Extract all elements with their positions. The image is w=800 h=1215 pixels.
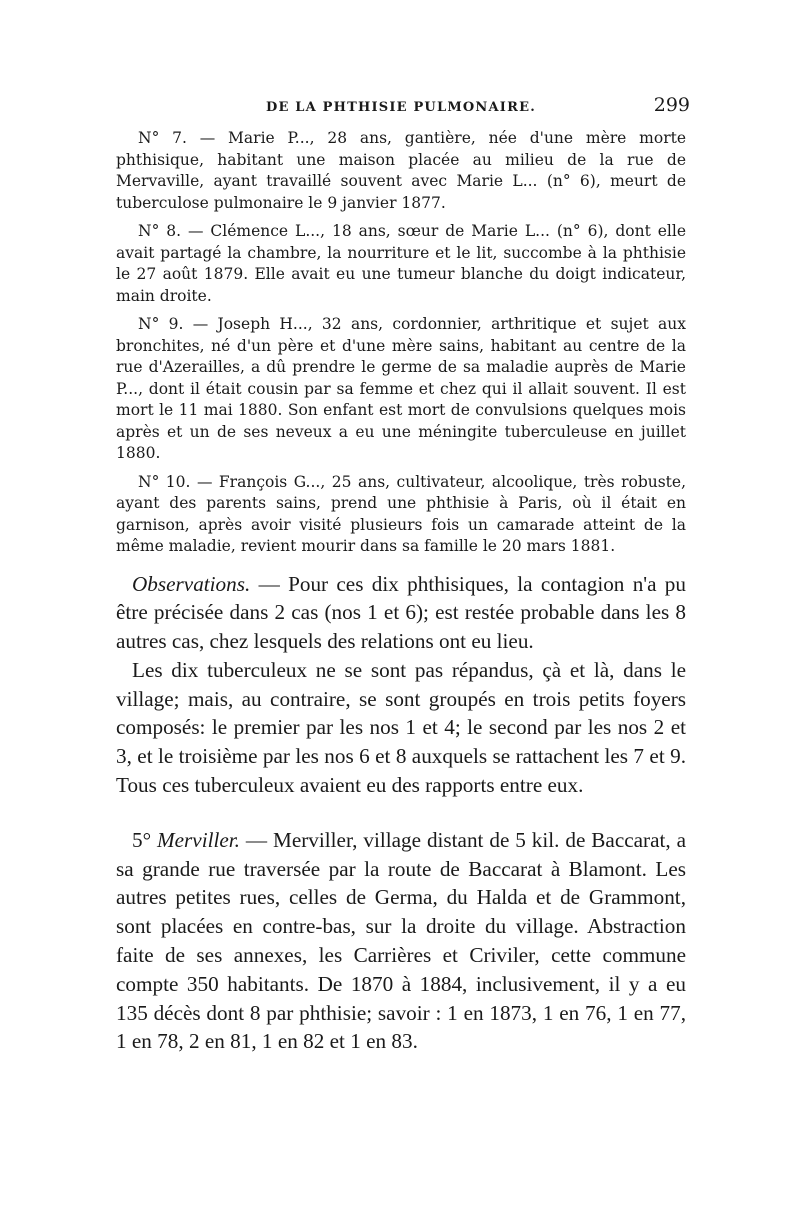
case-9-text: — Joseph H..., 32 ans, cordonnier, arthritique et sujet aux bronchites, né d'un père et d'une mère sains, habitant au centre de la rue d'Azerailles, a dû prendre le germe de sa maladie auprès de Marie P..., dont il était cousin par sa femme et chez qui il allait souvent. Il est mort le 11 mai 1880. Son enfant est mort de convulsions quelques mois après et un de ses neveux a eu une méningite tuberculeuse en juillet 1880.	[116, 315, 686, 462]
merviller-number: 5°	[132, 827, 152, 852]
case-7-number: N° 7.	[138, 129, 187, 147]
observations-text: — Pour ces dix phthisiques, la contagion n'a pu être précisée dans 2 cas (nos 1 et 6); est restée probable dans les 8 autres cas, chez lesquels des relations ont eu lieu.	[116, 571, 686, 654]
running-header	[116, 92, 690, 120]
case-10-number: N° 10.	[138, 472, 191, 491]
case-7-paragraph	[116, 128, 686, 214]
case-8-number: N° 8.	[138, 222, 182, 240]
merviller-paragraph	[116, 826, 686, 1056]
case-8-paragraph	[116, 221, 686, 307]
observations-paragraph-2	[116, 656, 686, 800]
running-title: DE LA PHTHISIE PULMONAIRE.	[266, 100, 536, 115]
merviller-label: Merviller.	[157, 827, 240, 852]
case-7-text: — Marie P..., 28 ans, gantière, née d'une mère morte phthisique, habitant une maison placée au milieu de la rue de Mervaville, ayant travaillé souvent avec Marie L... (n° 6), meurt de tuberculose pulmonaire le 9 janvier 1877.	[116, 129, 687, 212]
observations-label: Observations.	[132, 571, 251, 596]
case-9-number: N° 9.	[138, 315, 184, 333]
case-10-text: — François G..., 25 ans, cultivateur, alcoolique, très robuste, ayant des parents sains, prend une phthisie à Paris, où il était en garnison, après avoir visité plusieurs fois un camarade atteint de la même maladie, revient mourir dans sa famille le 20 mars 1881.	[116, 472, 687, 555]
case-9-paragraph	[116, 314, 686, 465]
case-10-paragraph	[116, 472, 686, 558]
case-8-text: — Clémence L..., 18 ans, sœur de Marie L... (n° 6), dont elle avait partagé la chambre, la nourriture et le lit, succombe à la phthisie le 27 août 1879. Elle avait eu une tumeur blanche du doigt indicateur, main droite.	[116, 222, 687, 305]
merviller-text: — Merviller, village distant de 5 kil. de Baccarat, a sa grande rue traversée par la route de Baccarat à Blamont. Les autres petites rues, celles de Germa, du Halda et de Grammont, sont placées en contre-bas, sur la droite du village. Abstraction faite de ses annexes, les Carrières et Criviler, cette commune compte 350 habitants. De 1870 à 1884, inclusivement, il y a eu 135 décès dont 8 par phthisie; savoir : 1 en 1873, 1 en 76, 1 en 77, 1 en 78, 2 en 81, 1 en 82 et 1 en 83.	[116, 827, 686, 1054]
observations-paragraph	[116, 570, 686, 656]
observations-text-2: Les dix tuberculeux ne se sont pas répandus, çà et là, dans le village; mais, au contraire, se sont groupés en trois petits foyers composés: le premier par les nos 1 et 4; le second par les nos 2 et 3, et le troisième par les nos 6 et 8 auxquels se rattachent les 7 et 9. Tous ces tuberculeux avaient eu des rapports entre eux.	[116, 657, 686, 798]
document-page	[116, 92, 690, 1056]
page-number: 299	[653, 94, 690, 116]
